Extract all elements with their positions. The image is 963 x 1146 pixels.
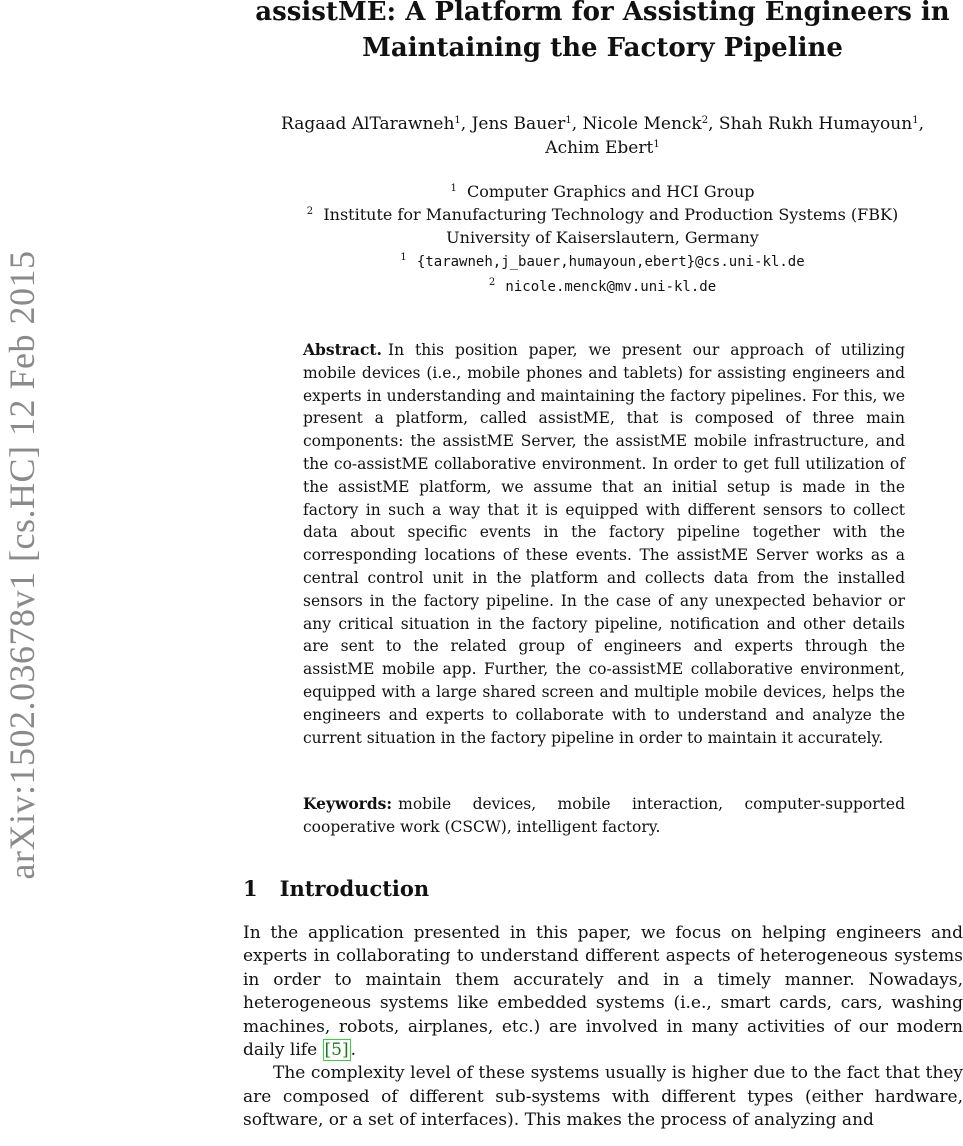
author-name: Shah Rukh Humayoun — [718, 114, 913, 134]
section-heading-introduction — [243, 874, 429, 904]
email-address: {tarawneh,j_bauer,humayoun,ebert}@cs.uni-kl.de — [416, 254, 805, 270]
email-line-2 — [240, 274, 963, 299]
university: University of Kaiserslautern, Germany — [446, 228, 759, 247]
paragraph-text: In the application presented in this paper, we focus on helping engineers and experts in collaborating to understand different aspects of heterogeneous systems in order to maintain them accurately and in a timely manner. Nowadays, heterogeneous systems like embedded systems (i.e., smart cards, cars, washing machines, robots, airplanes, etc.) are involved in many activities of our modern daily life — [243, 923, 963, 1061]
email-line-1 — [240, 249, 963, 274]
arxiv-identifier-stamp — [0, 200, 44, 930]
author-affil-mark: 2 — [701, 115, 709, 126]
author-name: Ragaad AlTarawneh — [281, 114, 455, 134]
keywords-label: Keywords: — [303, 794, 393, 813]
citation-link[interactable]: [5] — [324, 1040, 349, 1061]
author-affil-mark: 1 — [912, 115, 919, 126]
section-number: 1 — [243, 876, 258, 901]
affiliation-text: Computer Graphics and HCI Group — [467, 182, 755, 201]
affiliation-1 — [240, 180, 963, 203]
author-list — [240, 112, 963, 160]
author-affil-mark: 1 — [454, 115, 461, 126]
abstract-text: In this position paper, we present our approach of utilizing mobile devices (i.e., mobile phones and tablets) for assisting engineers and experts in understanding and maintaining the factory pipelines. For this, we present a platform, called assistME, that is composed of three main components: the assistME Server, the assistME mobile infrastructure, and the co-assistME collaborative environment. In order to get full utilization of the assistME platform, we assume that an initial setup is made in the factory in such a way that it is equipped with different sensors to collect data about specific events in the factory pipeline together with the corresponding locations of these events. The assistME Server works as a central control unit in the platform and collects data from the installed sensors in the factory pipeline. In the case of any unexpected behavior or any critical situation in the factory pipeline, notification and other details are sent to the related group of engineers and experts through the assistME mobile app. Further, the co-assistME collaborative environment, equipped with a large shared screen and multiple mobile devices, helps the engineers and experts to collaborate with to understand and analyze the current situation in the factory pipeline in order to maintain it accurately. — [303, 341, 905, 747]
author-separator: , — [708, 114, 719, 134]
email-address: nicole.menck@mv.uni-kl.de — [505, 279, 717, 295]
section-title: Introduction — [279, 876, 430, 901]
keywords-text: mobile devices, mobile interaction, computer-supported cooperative work (CSCW), intelligent factory. — [303, 795, 905, 836]
abstract — [303, 339, 905, 749]
author-name: Jens Bauer — [471, 114, 566, 134]
author-affil-mark: 1 — [653, 139, 660, 150]
affil-mark: 1 — [450, 183, 457, 194]
paragraph — [243, 922, 963, 1062]
abstract-label: Abstract. — [303, 340, 382, 359]
author-affil-mark: 1 — [565, 115, 572, 126]
affiliation-2 — [240, 203, 963, 226]
title-line-1: assistME: A Platform for Assisting Engineers in — [255, 0, 950, 27]
paragraph: The complexity level of these systems usually is higher due to the fact that they are composed of different sub-systems with different types (either hardware, software, or a set of interfaces). This makes the process of analyzing and — [243, 1063, 963, 1131]
affiliation-block — [240, 180, 963, 299]
affil-mark: 1 — [400, 252, 407, 263]
author-separator: , — [571, 114, 583, 134]
affiliation-text: Institute for Manufacturing Technology and Production Systems (FBK) — [323, 205, 899, 224]
author-name: Achim Ebert — [545, 138, 654, 158]
author-separator: , — [918, 114, 924, 134]
keywords — [303, 793, 905, 839]
author-name: Nicole Menck — [582, 114, 702, 134]
author-separator: , — [460, 114, 472, 134]
arxiv-identifier-text: arXiv:1502.03678v1 [cs.HC] 12 Feb 2015 — [2, 250, 42, 880]
paragraph-text: . — [350, 1040, 357, 1061]
affil-mark: 2 — [488, 277, 496, 288]
paper-title — [240, 0, 963, 66]
title-line-2: Maintaining the Factory Pipeline — [362, 33, 843, 63]
affil-mark: 2 — [306, 206, 314, 217]
introduction-body — [243, 922, 963, 1133]
